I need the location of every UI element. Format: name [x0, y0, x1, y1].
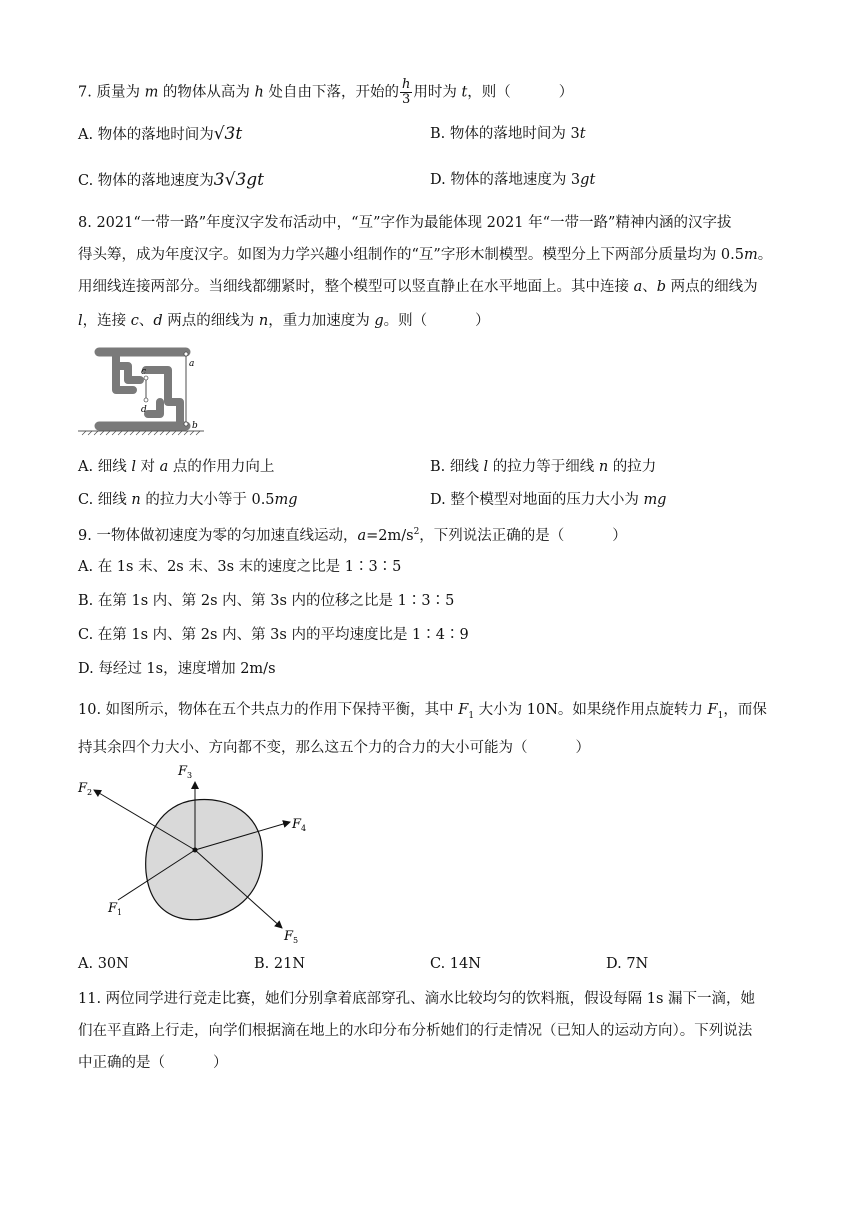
q9-option-a: A. 在 1s 末、2s 末、3s 末的速度之比是 1∶3∶5	[78, 559, 402, 575]
label-f2: $F_2$	[78, 781, 93, 797]
five-forces-figure	[70, 760, 330, 950]
q8-stem-line1: 8. 2021“一带一路”年度汉字发布活动中，“互”字作为最能体现 2021 年“一带一路”精神内涵的汉字拔	[78, 215, 732, 231]
label-f5: $F_5$	[284, 929, 299, 945]
point-b	[184, 422, 188, 426]
q9-option-c: C. 在第 1s 内、第 2s 内、第 3s 内的平均速度比是 1∶4∶9	[78, 627, 469, 643]
q10-option-a: A. 30N	[78, 956, 129, 972]
q7-stem: 7. 质量为 m 的物体从高为 h 处自由下落，开始的 $\frac{h}{3}$ 用时为 t，则（ ）	[78, 77, 574, 107]
fraction-h-over-3: $\frac{h}{3}$	[401, 77, 411, 107]
q11-stem-line2: 们在平直路上行走，向学们根据滴在地上的水印分布分析她们的行走情况（已知人的运动方向）。下列说法	[78, 1023, 753, 1039]
label-d: d	[141, 405, 147, 415]
q7-option-b: B. 物体的落地时间为 3t	[430, 126, 586, 142]
q8-stem-line3: 用细线连接两部分。当细线都绷紧时，整个模型可以竖直静止在水平地面上。其中连接 a、b 两点的细线为	[78, 279, 758, 295]
irregular-body	[146, 799, 263, 919]
q8-stem-line2: 得头筹，成为年度汉字。如图为力学兴趣小组制作的“互”字形木制模型。模型分上下两部分质量均为 0.5m。	[78, 247, 773, 263]
q7-option-d: D. 物体的落地速度为 3gt	[430, 172, 596, 188]
q8-option-c: C. 细线 n 的拉力大小等于 0.5mg	[78, 492, 298, 508]
q8-option-b: B. 细线 l 的拉力等于细线 n 的拉力	[430, 459, 657, 475]
q9-option-d: D. 每经过 1s，速度增加 2m/s	[78, 661, 276, 677]
q11-stem-line1: 11. 两位同学进行竞走比赛，她们分别拿着底部穿孔、滴水比较均匀的饮料瓶，假设每隔 1s 漏下一滴，她	[78, 991, 756, 1007]
hu-character-model-figure	[78, 342, 208, 438]
label-c: c	[141, 367, 147, 377]
q8-option-a: A. 细线 l 对 a 点的作用力向上	[78, 459, 275, 475]
q10-stem-line1: 10. 如图所示，物体在五个共点力的作用下保持平衡，其中 $F_1$ 大小为 10N。如果绕作用点旋转力 $F_1$，而保	[78, 702, 767, 721]
q10-option-d: D. 7N	[606, 956, 649, 972]
label-f3: $F_3$	[178, 764, 193, 780]
q7-option-a: A. 物体的落地时间为√3t	[78, 124, 243, 144]
ground-hatching	[82, 431, 200, 435]
label-b: b	[192, 421, 198, 431]
q9-stem: 9. 一物体做初速度为零的匀加速直线运动，$a=2m/s^2$，下列说法正确的是（ ）	[78, 527, 627, 544]
q8-option-d: D. 整个模型对地面的压力大小为 mg	[430, 492, 667, 508]
q10-stem-line2: 持其余四个力大小、方向都不变，那么这五个力的合力的大小可能为（ ）	[78, 740, 590, 756]
q11-stem-line3: 中正确的是（ ）	[78, 1055, 228, 1071]
q9-option-b: B. 在第 1s 内、第 2s 内、第 3s 内的位移之比是 1∶3∶5	[78, 593, 455, 609]
label-f1: $F_1$	[108, 901, 123, 917]
label-a: a	[189, 359, 195, 369]
q10-option-b: B. 21N	[254, 956, 306, 972]
q10-option-c: C. 14N	[430, 956, 481, 972]
point-d	[144, 398, 148, 402]
q7-option-c: C. 物体的落地速度为3√3gt	[78, 170, 264, 190]
point-a	[184, 352, 188, 356]
label-f4: $F_4$	[292, 817, 307, 833]
q8-stem-line4: l，连接 c、d 两点的细线为 n，重力加速度为 g。则（ ）	[78, 313, 490, 329]
